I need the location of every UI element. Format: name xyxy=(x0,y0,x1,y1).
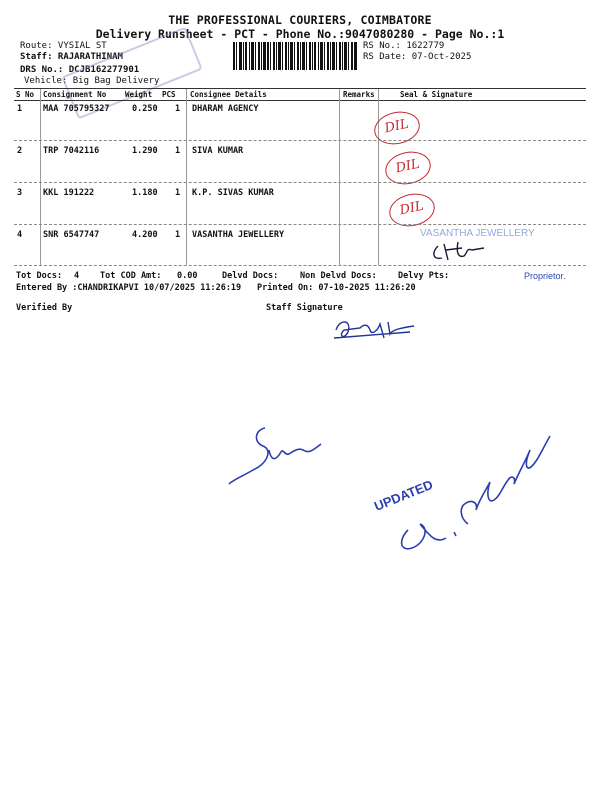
verifier-signature-scribble xyxy=(225,420,335,490)
col-header-consignee: Consignee Details xyxy=(190,90,267,99)
updater-signature-scribble xyxy=(390,420,560,560)
delvy-pts-label: Delvy Pts: xyxy=(398,271,450,281)
row1-consignee: DHARAM AGENCY xyxy=(192,104,259,114)
row4-pcs: 1 xyxy=(175,230,181,240)
staff-signature-scribble xyxy=(330,310,420,346)
row4-consignee: VASANTHA JEWELLERY xyxy=(192,230,285,240)
staff-text: Staff: RAJARATHINAM xyxy=(20,52,123,62)
col-sep xyxy=(186,89,187,265)
row-divider xyxy=(14,224,586,225)
vehicle-text: Vehicle: Big Bag Delivery xyxy=(24,76,160,86)
proprietor-stamp: Proprietor. xyxy=(524,271,566,281)
col-header-pcs: PCS xyxy=(162,90,176,99)
row1-dil-stamp: DIL xyxy=(371,108,423,149)
table-header-rule xyxy=(14,100,586,101)
row-divider xyxy=(14,182,586,183)
col-header-weight: Weight xyxy=(125,90,153,99)
row1-consignment: MAA 705795327 xyxy=(43,104,110,114)
row3-dil-stamp: DIL xyxy=(386,190,438,231)
row2-sno: 2 xyxy=(17,146,23,156)
col-header-remarks: Remarks xyxy=(343,90,375,99)
jewellery-stamp-text: VASANTHA JEWELLERY xyxy=(420,228,535,239)
row1-pcs: 1 xyxy=(175,104,181,114)
updated-stamp: UPDATED xyxy=(372,476,435,514)
row2-pcs: 1 xyxy=(175,146,181,156)
table-top-rule xyxy=(14,88,586,89)
row4-consignment: SNR 6547747 xyxy=(43,230,100,240)
staff-signature-label: Staff Signature xyxy=(266,303,343,313)
col-sep xyxy=(40,89,41,265)
tot-cod-label: Tot COD Amt: xyxy=(100,271,162,281)
col-header-seal: Seal & Signature xyxy=(400,90,473,99)
route-text: Route: VYSIAL ST xyxy=(20,41,107,51)
row3-consignee: K.P. SIVAS KUMAR xyxy=(192,188,274,198)
barcode-image xyxy=(233,42,357,70)
row3-pcs: 1 xyxy=(175,188,181,198)
row4-sno: 4 xyxy=(17,230,23,240)
row2-weight: 1.290 xyxy=(132,146,158,156)
printed-on-text: Printed On: 07-10-2025 11:26:20 xyxy=(257,283,416,293)
row3-sno: 3 xyxy=(17,188,23,198)
row-divider xyxy=(14,140,586,141)
delvd-docs-label: Delvd Docs: xyxy=(222,271,279,281)
row3-consignment: KKL 191222 xyxy=(43,188,95,198)
col-header-sno: S No xyxy=(16,90,35,99)
drs-no-text: DRS No.: DCJB162277901 xyxy=(20,65,140,75)
col-sep xyxy=(378,89,379,265)
tot-docs-label: Tot Docs: xyxy=(16,271,63,281)
row2-dil-stamp: DIL xyxy=(382,148,434,189)
row1-sno: 1 xyxy=(17,104,23,114)
company-title: THE PROFESSIONAL COURIERS, COIMBATORE xyxy=(168,13,432,27)
tot-cod-value: 0.00 xyxy=(177,271,198,281)
row2-consignment: TRP 7042116 xyxy=(43,146,100,156)
row4-weight: 4.200 xyxy=(132,230,158,240)
row-divider xyxy=(14,265,586,266)
row3-weight: 1.180 xyxy=(132,188,158,198)
col-header-consignment: Consignment No xyxy=(43,90,107,99)
row1-weight: 0.250 xyxy=(132,104,158,114)
runsheet-subtitle: Delivery Runsheet - PCT - Phone No.:9047080280 - Page No.:1 xyxy=(95,27,505,41)
rs-no-text: RS No.: 1622779 xyxy=(363,41,445,51)
row4-signature xyxy=(428,238,488,264)
row2-consignee: SIVA KUMAR xyxy=(192,146,244,156)
verified-by-label: Verified By xyxy=(16,303,73,313)
entered-by-text: Entered By :CHANDRIKAPVI 10/07/2025 11:26:19 xyxy=(16,283,242,293)
col-sep xyxy=(339,89,340,265)
non-delvd-docs-label: Non Delvd Docs: xyxy=(300,271,377,281)
tot-docs-value: 4 xyxy=(74,271,80,281)
rs-date-text: RS Date: 07-Oct-2025 xyxy=(363,52,472,62)
